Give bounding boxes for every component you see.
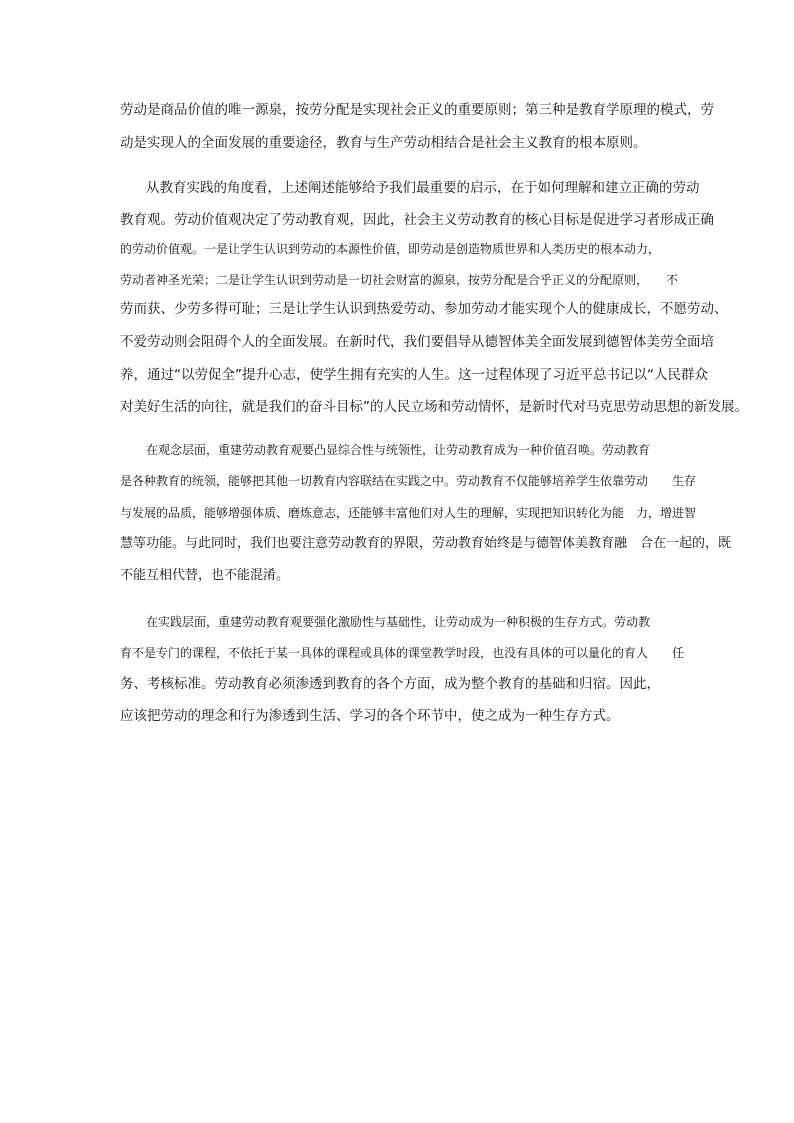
paragraph-3-line-3: 与发展的品质，能够增强体质、磨炼意志，还能够丰富他们对人生的理解，实现把知识转化为能 力，增进智	[120, 506, 697, 520]
paragraph-4-line-4: 应该把劳动的理念和行为渗透到生活、学习的各个环节中，使之成为一种生存方式。	[120, 708, 620, 724]
paragraph-2-line-5: 劳而获、少劳多得可耻；三是让学生认识到热爱劳动、参加劳动才能实现个人的健康成长，不愿劳动、	[120, 301, 728, 317]
paragraph-3-line-2: 是各种教育的统领，能够把其他一切教育内容联结在实践之中。劳动教育不仅能够培养学生依靠劳动 生存	[120, 474, 697, 488]
paragraph-3-line-5: 不能互相代替，也不能混淆。	[120, 568, 290, 583]
paragraph-4-line-2: 育不是专门的课程，不依托于某一具体的课程或具体的课堂教学时段，也没有具体的可以量化的育人 任	[120, 646, 685, 660]
paragraph-2-line-4: 劳动者神圣光荣；二是让学生认识到劳动是一切社会财富的源泉，按劳分配是合乎正义的分配原则， 不	[120, 273, 679, 287]
paragraph-1-line-2: 动是实现人的全面发展的重要途径，教育与生产劳动相结合是社会主义教育的根本原则。	[120, 135, 647, 151]
paragraph-3-line-1: 在观念层面，重建劳动教育观要凸显综合性与统领性，让劳动教育成为一种价值召唤。劳动教育	[146, 443, 651, 457]
paragraph-2-line-7: 养，通过“以劳促全”提升心志，使学生拥有充实的人生。这一过程体现了习近平总书记以“人民群众	[120, 367, 708, 383]
paragraph-2-line-8: 对美好生活的向往，就是我们的奋斗目标”的人民立场和劳动情怀，是新时代对马克思劳动思想的新发展。	[120, 399, 748, 415]
paragraph-2-line-3: 的劳动价值观。一是让学生认识到劳动的本源性价值，即劳动是创造物质世界和人类历史的根本动力，	[120, 242, 661, 256]
paragraph-2-line-6: 不爱劳动则会阻碍个人的全面发展。在新时代，我们要倡导从德智体美全面发展到德智体美劳全面培	[120, 334, 714, 350]
paragraph-3-line-4: 慧等功能。与此同时，我们也要注意劳动教育的界限，劳动教育始终是与德智体美教育融 合在一起的，既	[120, 536, 732, 551]
paragraph-2-line-2: 教育观。劳动价值观决定了劳动教育观，因此，社会主义劳动教育的核心目标是促进学习者形成正确	[120, 212, 714, 228]
paragraph-1-line-1: 劳动是商品价值的唯一源泉，按劳分配是实现社会正义的重要原则；第三种是教育学原理的模式，劳	[120, 102, 714, 118]
paragraph-4-line-3: 务、考核标准。劳动教育必须渗透到教育的各个方面，成为整个教育的基础和归宿。因此，	[120, 676, 660, 692]
paragraph-4-line-1: 在实践层面，重建劳动教育观要强化激励性与基础性，让劳动成为一种积极的生存方式。劳动教	[146, 615, 651, 629]
paragraph-2-line-1: 从教育实践的角度看，上述阐述能够给予我们最重要的启示，在于如何理解和建立正确的劳动	[146, 180, 700, 196]
